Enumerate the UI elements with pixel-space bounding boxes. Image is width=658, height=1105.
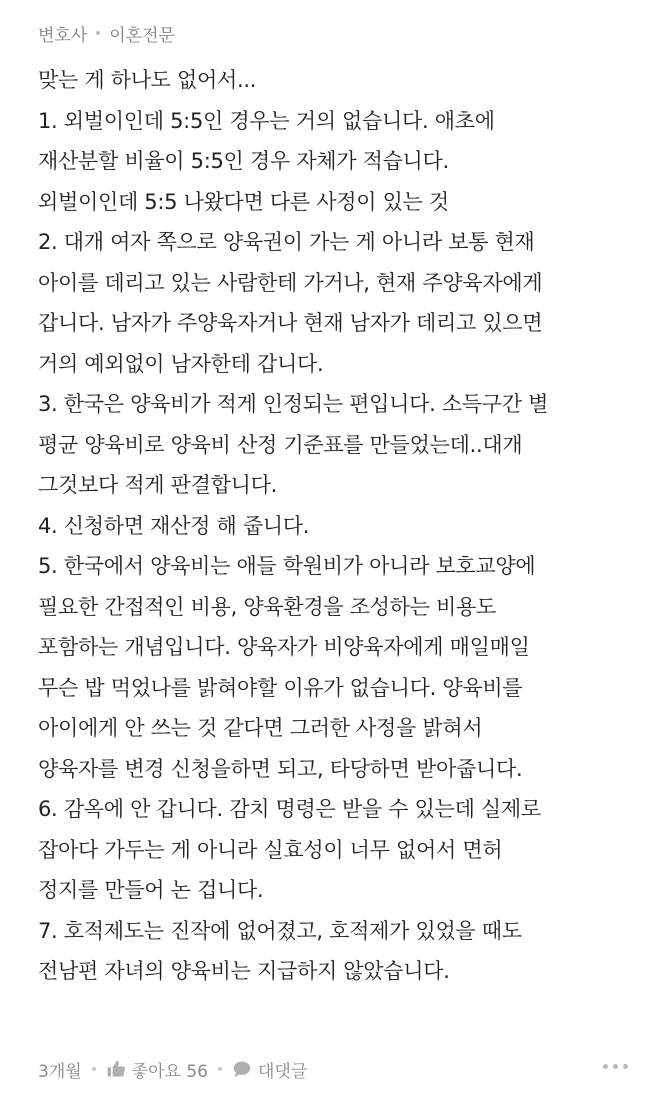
like-count-label: 좋아요 56 xyxy=(131,1061,208,1082)
comment-line: 필요한 간접적인 비용, 양육환경을 조성하는 비용도 xyxy=(38,594,496,619)
reply-label: 대댓글 xyxy=(257,1061,308,1082)
comment-line: 전남편 자녀의 양육비는 지급하지 않았습니다. xyxy=(38,959,450,983)
timestamp: 3개월 xyxy=(38,1061,82,1082)
comment-line: 아이를 데리고 있는 사람한테 가거나, 현재 주양육자에게 xyxy=(38,270,543,295)
comment-line: 거의 예외없이 남자한테 갑니다. xyxy=(38,351,324,376)
category-label: 이혼전문 xyxy=(109,25,175,46)
comment-line: 그것보다 적게 판결합니다. xyxy=(38,473,277,497)
comment-line: 6. 감옥에 안 갑니다. 감치 명령은 받을 수 있는데 실제로 xyxy=(38,797,541,821)
comment-line: 4. 신청하면 재산정 해 줍니다. xyxy=(38,513,310,538)
comment-line: 5. 한국에서 양육비는 애들 학원비가 아니라 보호교양에 xyxy=(38,554,536,578)
speech-bubble-icon xyxy=(232,1059,252,1079)
thumbs-up-icon xyxy=(106,1059,126,1079)
like-button[interactable] xyxy=(106,1057,208,1082)
comment-line: 무슨 밥 먹었나를 밝혀야할 이유가 없습니다. 양육비를 xyxy=(38,675,523,700)
comment-line: 포함하는 개념입니다. 양육자가 비양육자에게 매일매일 xyxy=(38,635,530,659)
more-dots-icon[interactable] xyxy=(603,1064,628,1069)
comment-line: 아이에게 안 쓰는 것 같다면 그러한 사정을 밝혀서 xyxy=(38,716,483,740)
reply-button[interactable] xyxy=(232,1057,307,1082)
separator-dot xyxy=(92,1067,96,1071)
comment-line: 2. 대개 여자 쪽으로 양육권이 가는 게 아니라 보통 현재 xyxy=(38,230,535,254)
comment-line: 정지를 만들어 논 겁니다. xyxy=(38,878,264,902)
comment-line: 갑니다. 남자가 주양육자거나 현재 남자가 데리고 있으면 xyxy=(38,311,543,335)
comment-header xyxy=(38,20,175,46)
comment-line: 7. 호적제도는 진작에 없어졌고, 호적제가 있었을 때도 xyxy=(38,918,522,943)
author-label[interactable]: 변호사 xyxy=(38,25,88,46)
comment-line: 재산분할 비율이 5:5인 경우 자체가 적습니다. xyxy=(38,149,449,173)
comment-line: 3. 한국은 양육비가 적게 인정되는 편입니다. 소득구간 별 xyxy=(38,392,549,416)
comment-line: 평균 양육비로 양육비 산정 기준표를 만들었는데..대개 xyxy=(38,432,523,457)
comment-line: 맞는 게 하나도 없어서... xyxy=(38,68,257,92)
comment-line: 잡아다 가두는 게 아니라 실효성이 너무 없어서 면허 xyxy=(38,837,503,862)
comment-line: 양육자를 변경 신청을하면 되고, 타당하면 받아줍니다. xyxy=(38,756,523,781)
separator-dot xyxy=(218,1067,222,1071)
comment-footer xyxy=(38,1054,628,1084)
comment-line: 외벌이인데 5:5 나왔다면 다른 사정이 있는 것 xyxy=(38,189,449,214)
comment-body xyxy=(38,60,638,992)
comment-line: 1. 외벌이인데 5:5인 경우는 거의 없습니다. 애초에 xyxy=(38,108,495,133)
separator-dot xyxy=(96,31,100,35)
